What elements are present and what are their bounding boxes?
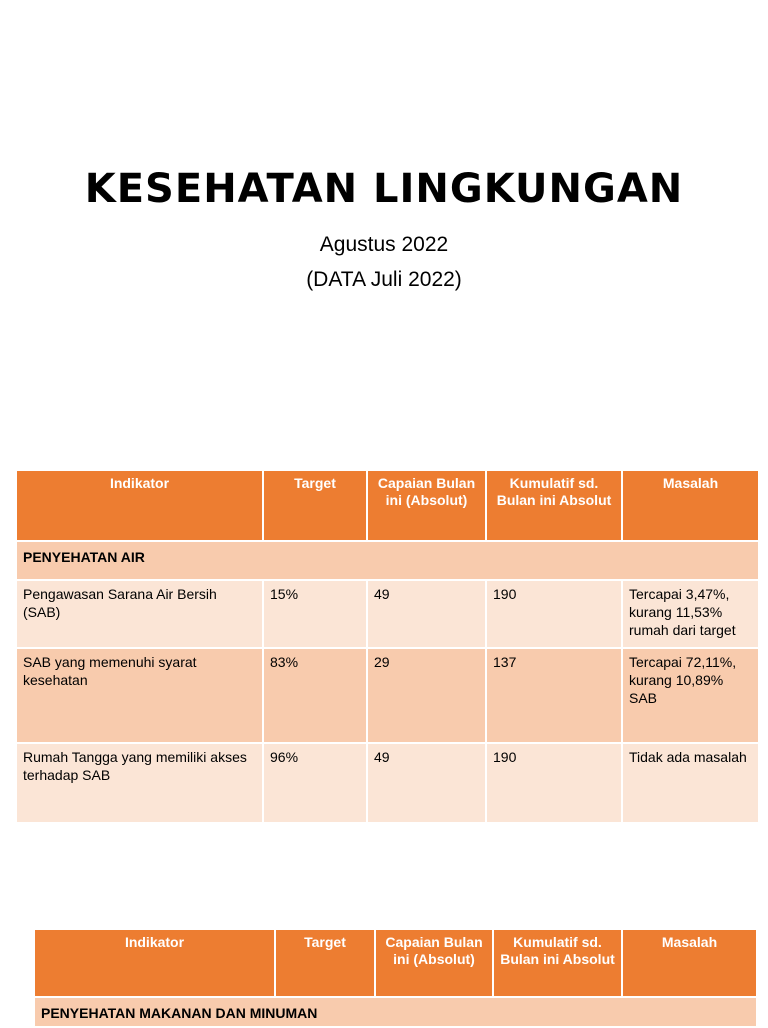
table-penyehatan-air <box>15 469 760 824</box>
table-row <box>17 744 758 822</box>
cell-indikator: SAB yang memenuhi syarat kesehatan <box>17 649 262 742</box>
header-masalah: Masalah <box>623 471 758 540</box>
table-row <box>17 581 758 647</box>
header-kumulatif: Kumulatif sd. Bulan ini Absolut <box>487 471 621 540</box>
cell-capaian: 29 <box>368 649 485 742</box>
header-masalah: Masalah <box>623 930 756 996</box>
header-indikator: Indikator <box>35 930 274 996</box>
subtitle-data-source: (DATA Juli 2022) <box>306 268 462 291</box>
cell-target: 96% <box>264 744 366 822</box>
cell-masalah: Tercapai 3,47%, kurang 11,53% rumah dari target <box>623 581 758 647</box>
header-target: Target <box>276 930 374 996</box>
cell-kumulatif: 190 <box>487 744 621 822</box>
table-penyehatan-makanan <box>33 928 758 1028</box>
table-row <box>17 649 758 742</box>
cell-indikator: Rumah Tangga yang memiliki akses terhadap SAB <box>17 744 262 822</box>
section-label: PENYEHATAN MAKANAN DAN MINUMAN <box>35 998 756 1026</box>
cell-capaian: 49 <box>368 581 485 647</box>
cell-capaian: 49 <box>368 744 485 822</box>
cell-kumulatif: 137 <box>487 649 621 742</box>
subtitle-period: Agustus 2022 <box>319 233 449 256</box>
cell-masalah: Tidak ada masalah <box>623 744 758 822</box>
cell-kumulatif: 190 <box>487 581 621 647</box>
cell-masalah: Tercapai 72,11%, kurang 10,89% SAB <box>623 649 758 742</box>
header-capaian: Capaian Bulan ini (Absolut) <box>376 930 492 996</box>
page-title: KESEHATAN LINGKUNGAN <box>84 166 684 212</box>
cell-indikator: Pengawasan Sarana Air Bersih (SAB) <box>17 581 262 647</box>
header-capaian: Capaian Bulan ini (Absolut) <box>368 471 485 540</box>
cell-target: 83% <box>264 649 366 742</box>
header-kumulatif: Kumulatif sd. Bulan ini Absolut <box>494 930 621 996</box>
header-indikator: Indikator <box>17 471 262 540</box>
header-target: Target <box>264 471 366 540</box>
table-header-row <box>17 471 758 540</box>
section-label: PENYEHATAN AIR <box>17 542 758 579</box>
cell-target: 15% <box>264 581 366 647</box>
section-row <box>35 998 756 1026</box>
table-header-row <box>35 930 756 996</box>
section-row <box>17 542 758 579</box>
